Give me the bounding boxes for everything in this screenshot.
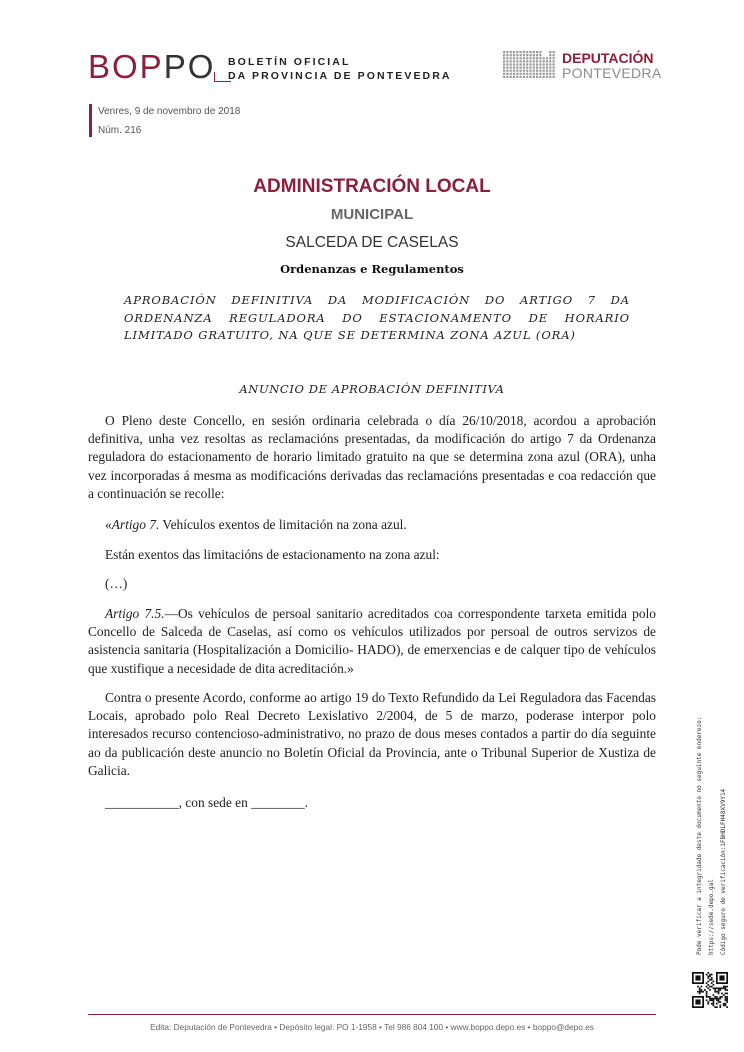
footer-divider <box>88 1014 656 1015</box>
logo-bop: BOP <box>88 48 164 85</box>
issue-date: Venres, 9 de novembro de 2018 <box>98 106 241 117</box>
paragraph-4: (…) <box>105 576 128 591</box>
section-place: SALCEDA DE CASELAS <box>285 234 459 251</box>
paragraph-3: Están exentos das limitacións de estacionamento na zona azul: <box>105 547 440 562</box>
section-type: Ordenanzas e Regulamentos <box>280 262 464 276</box>
article-title: Vehículos exentos de limitación na zona azul. <box>159 517 407 532</box>
verification-line1: Pode verificar a integridade deste documento no seguinte enderezo: <box>696 716 703 955</box>
verification-url[interactable]: https://sede.depo.gal <box>708 879 715 955</box>
verification-text <box>694 655 730 955</box>
deputacion-dots-icon <box>503 51 555 79</box>
date-bar <box>89 104 92 137</box>
paragraph-6: Contra o presente Acordo, conforme ao artigo 19 do Texto Refundido da Lei Reguladora das Facendas Locais, aprobado polo Real Decreto Lexislativo 2/2004, de 5 de marzo, poderase interpor polo interesados recurso contencioso-administrativo, no prazo de dous meses contados a partir do día seguinte ao da publicación deste anuncio no Boletín Oficial da Provincia, ante o Tribunal Superior de Xustiza de Galicia. <box>88 690 656 778</box>
paragraph-5 <box>88 605 656 678</box>
boletin-title <box>228 55 452 83</box>
qr-code-icon <box>692 972 728 1008</box>
issue-number: Núm. 216 <box>98 125 142 136</box>
deputacion-name: DEPUTACIÓN <box>562 50 654 66</box>
anuncio-title: ANUNCIO DE APROBACIÓN DEFINITIVA <box>239 382 505 396</box>
logo-po: PO <box>163 48 216 85</box>
verification-code: Código seguro de verificación:1FBHDLFH48XV9Y14 <box>720 788 727 955</box>
boppo-logo <box>88 50 215 83</box>
paragraph-2 <box>88 516 656 534</box>
article-ref-7-5: Artigo 7.5. <box>105 606 165 621</box>
paragraph-7: ___________, con sede en ________. <box>105 795 309 810</box>
section-subtitle: MUNICIPAL <box>330 206 414 223</box>
footer-info: Edita: Deputación de Pontevedra • Depósito legal: PO 1-1958 • Tel 986 804 100 • www.boppo.depo.es • boppo@depo.es <box>150 1022 594 1032</box>
section-title: ADMINISTRACIÓN LOCAL <box>253 176 491 197</box>
boletin-line2: DA PROVINCIA DE PONTEVEDRA <box>228 70 452 82</box>
paragraph-1: O Pleno deste Concello, en sesión ordinaria celebrada o día 26/10/2018, acordou a aprobación definitiva, unha vez resoltas as reclamacións presentadas, da modificación do artigo 7 da Ordenanza reguladora do estacionamento de horario limitado gratuito na que se determina zona azul (ORA), unha vez incorporadas á mesma as modificacións derivadas das reclamacións presentadas e coa redacción que a continuación se recolle: <box>88 413 656 501</box>
boletin-line1: BOLETÍN OFICIAL <box>228 56 351 68</box>
article-ref: Artigo 7. <box>111 517 160 532</box>
article-7-5-text: —Os vehículos de persoal sanitario acreditados coa correspondente tarxeta emitida polo Concello de Salceda de Caselas, así como os vehículos utilizados por persoal de outros servizos de asistencia sanitaria (Hospitalización a Domicilio- HADO), de emerxencias e de calquer tipo de vehículos que xustifique a necesidade de dita acreditación.» <box>88 606 656 676</box>
quote-open: « <box>105 517 112 532</box>
approval-title: APROBACIÓN DEFINITIVA DA MODIFICACIÓN DO ARTIGO 7 DA ORDENANZA REGULADORA DO ESTACIONAMENTO DE HORARIO LIMITADO GRATUITO, NA QUE SE DETERMINA ZONA AZUL (ORA) <box>124 293 630 342</box>
deputacion-province: PONTEVEDRA <box>562 65 662 81</box>
